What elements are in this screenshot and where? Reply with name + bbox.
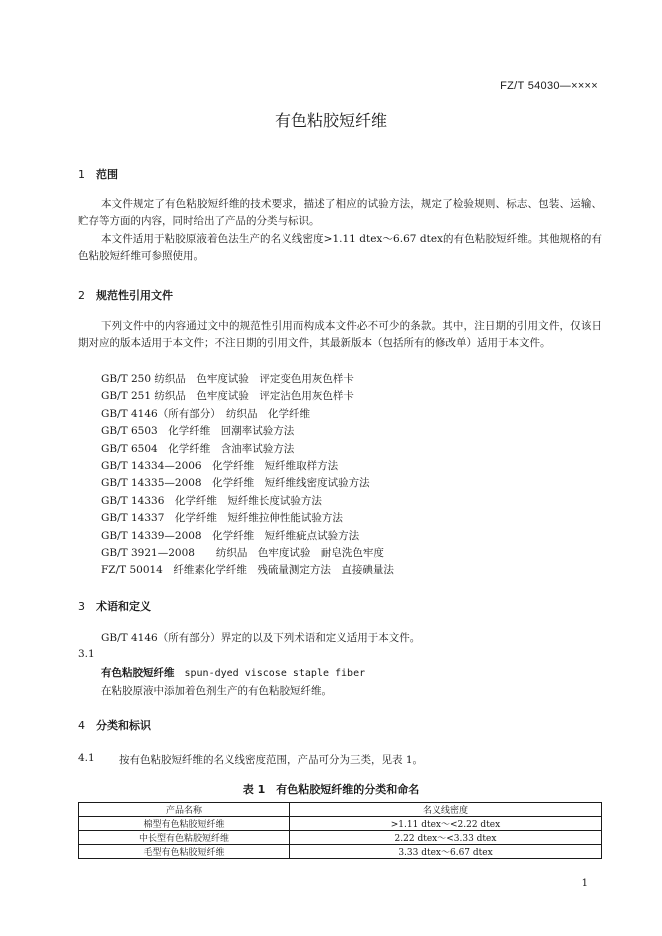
reference-item: GB/T 250 纺织品 色牢度试验 评定变色用灰色样卡 [101,373,354,385]
section-title: 规范性引用文件 [96,289,173,302]
paragraph: 下列文件中的内容通过文中的规范性引用而构成本文件必不可少的条款。其中，注日期的引用文件，仅该日期对应的版本适用于本文件；不注日期的引用文件，其最新版本（包括所有的修改单）适用于本文件。 [78,320,602,349]
classification-table [78,802,602,859]
term-definition: 在粘胶原液中添加着色剂生产的有色粘胶短纤维。 [101,685,332,697]
reference-item: GB/T 14335—2008 化学纤维 短纤维线密度试验方法 [101,477,370,490]
document-title: 有色粘胶短纤维 [274,111,387,130]
table-cell: 中长型有色粘胶短纤维 [79,831,290,845]
standard-number: FZ/T 54030—×××× [500,80,598,92]
section-number: 2 [78,289,85,302]
reference-item: GB/T 251 纺织品 色牢度试验 评定沾色用灰色样卡 [101,390,354,403]
reference-item: GB/T 14334—2006 化学纤维 短纤维取样方法 [101,459,339,472]
section-title: 分类和标识 [96,719,151,732]
paragraph: 本文件规定了有色粘胶短纤维的技术要求，描述了相应的试验方法，规定了检验规则、标志、包装、运输、贮存等方面的内容，同时给出了产品的分类与标识。 [78,198,602,227]
column-header: 产品名称 [79,803,290,817]
clause-number: 4.1 [78,752,95,764]
section-4-heading [78,717,151,733]
section-2-heading [78,287,173,303]
term-english: spun-dyed viscose staple fiber [184,668,366,679]
table-row [79,845,602,859]
table-row [79,817,602,831]
table-caption: 表 1 有色粘胶短纤维的分类和命名 [242,783,420,796]
table-cell: >1.11 dtex～<2.22 dtex [290,817,602,831]
term-entry [101,665,365,680]
table-row [79,831,602,845]
section-3-heading [78,598,151,614]
column-header: 名义线密度 [290,803,602,817]
table-cell: 棉型有色粘胶短纤维 [79,817,290,831]
page-number: 1 [581,878,588,889]
section-title: 范围 [96,168,118,181]
paragraph: GB/T 4146（所有部分）界定的以及下列术语和定义适用于本文件。 [101,632,421,644]
reference-item: GB/T 14337 化学纤维 短纤维拉伸性能试验方法 [101,512,343,525]
section-number: 1 [78,168,85,181]
reference-item: GB/T 3921—2008 纺织品 色牢度试验 耐皂洗色牢度 [101,546,384,559]
section-1-heading [78,166,118,182]
table-cell: 3.33 dtex～6.67 dtex [290,845,602,859]
table-header-row [79,803,602,817]
clause-text: 按有色粘胶短纤维的名义线密度范围，产品可分为三类，见表 1。 [119,754,424,766]
reference-item: GB/T 14339—2008 化学纤维 短纤维疵点试验方法 [101,529,360,542]
clause-number: 3.1 [78,648,95,660]
paragraph: 本文件适用于粘胶原液着色法生产的名义线密度>1.11 dtex～6.67 dtex的有色粘胶短纤维。其他规格的有色粘胶短纤维可参照使用。 [78,233,602,262]
section-number: 3 [78,600,85,613]
reference-item: GB/T 4146（所有部分） 纺织品 化学纤维 [101,407,310,420]
table-cell: 2.22 dtex～<3.33 dtex [290,831,602,845]
section-title: 术语和定义 [96,600,151,613]
table-cell: 毛型有色粘胶短纤维 [79,845,290,859]
reference-item: FZ/T 50014 纤维素化学纤维 残硫量测定方法 直接碘量法 [101,564,394,577]
reference-list [101,371,394,580]
reference-item: GB/T 6504 化学纤维 含油率试验方法 [101,442,295,455]
term-chinese: 有色粘胶短纤维 [101,667,175,679]
section-number: 4 [78,719,85,732]
reference-item: GB/T 6503 化学纤维 回潮率试验方法 [101,425,295,438]
reference-item: GB/T 14336 化学纤维 短纤维长度试验方法 [101,494,322,507]
